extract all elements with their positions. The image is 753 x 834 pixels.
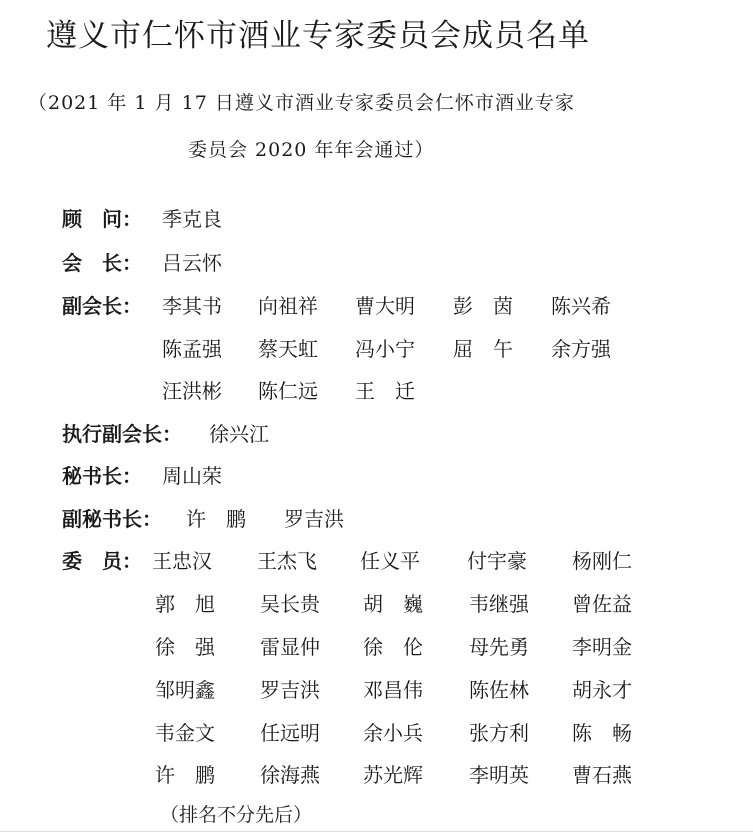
advisor-label: 顾 问： [62,207,142,231]
vice-president-row-2 [62,334,682,364]
vice-president-name: 余方强 [551,337,611,361]
secretary-general-name: 周山荣 [162,464,222,488]
vice-president-name: 陈兴希 [551,294,611,318]
member-name: 雷显仲 [260,635,320,659]
member-name: 李明英 [469,763,529,787]
member-name: 母先勇 [469,635,529,659]
member-name: 曾佐益 [572,592,632,616]
vice-president-name: 汪洪彬 [162,379,222,403]
president-name: 吕云怀 [162,251,222,275]
member-row-6 [62,760,662,790]
member-name: 陈佐林 [469,678,529,702]
member-row-2 [62,589,662,619]
secretary-general-row [62,461,662,491]
member-name: 郭 旭 [155,592,215,616]
vice-president-name: 冯小宁 [355,337,415,361]
deputy-secretary-general-name: 许 鹏 [186,507,246,531]
deputy-secretary-general-label: 副秘书长： [62,507,162,531]
member-name: 邓昌伟 [363,678,423,702]
member-name: 付宇豪 [467,549,527,573]
member-name: 罗吉洪 [260,678,320,702]
vice-president-name: 王 迁 [355,379,415,403]
member-name: 余小兵 [363,721,423,745]
page-title: 遵义市仁怀市酒业专家委员会成员名单 [46,18,590,54]
member-name: 任义平 [360,549,420,573]
vice-president-name: 向祖祥 [258,294,318,318]
member-name: 陈 畅 [572,721,632,745]
member-name: 吴长贵 [260,592,320,616]
vice-president-name: 曹大明 [355,294,415,318]
member-name: 胡 巍 [363,592,423,616]
executive-vp-row [62,419,662,449]
adoption-note-line-1: （2021 年 1 月 17 日遵义市酒业专家委员会仁怀市酒业专家 [28,92,575,114]
member-name: 曹石燕 [572,763,632,787]
member-name: 许 鹏 [155,763,215,787]
page-bottom-divider [0,831,753,832]
deputy-secretary-general-name: 罗吉洪 [284,507,344,531]
president-label: 会 长： [62,251,142,275]
member-name: 徐 强 [155,635,215,659]
deputy-secretary-general-row [62,504,662,534]
member-row-5 [62,718,662,748]
members-label: 委 员： [62,549,142,573]
vice-president-label: 副会长： [62,294,142,318]
advisor-row [62,204,662,234]
member-name: 韦金文 [155,721,215,745]
member-row-3 [62,632,662,662]
member-name: 任远明 [260,721,320,745]
secretary-general-label: 秘书长： [62,464,142,488]
member-name: 韦继强 [469,592,529,616]
vice-president-name: 陈仁远 [258,379,318,403]
member-name: 邹明鑫 [155,678,215,702]
member-name: 徐 伦 [363,635,423,659]
member-name: 苏光辉 [363,763,423,787]
vice-president-name: 屈 午 [453,337,513,361]
member-row-1 [62,546,662,576]
member-name: 张方利 [469,721,529,745]
member-name: 王忠汉 [152,549,212,573]
vice-president-name: 彭 茵 [453,294,513,318]
vice-president-name: 李其书 [162,294,222,318]
member-name: 胡永才 [572,678,632,702]
member-row-4 [62,675,662,705]
ranking-note: （排名不分先后） [160,804,313,826]
vice-president-name: 陈孟强 [162,337,222,361]
president-row [62,248,662,278]
executive-vp-name: 徐兴江 [209,422,269,446]
member-name: 王杰飞 [257,549,317,573]
adoption-note-line-2: 委员会 2020 年年会通过） [188,139,435,161]
member-name: 李明金 [572,635,632,659]
advisor-name: 季克良 [162,207,222,231]
member-name: 杨刚仁 [572,549,632,573]
member-name: 徐海燕 [260,763,320,787]
vice-president-row-1 [62,291,682,321]
executive-vp-label: 执行副会长： [62,422,182,446]
vice-president-row-3 [62,376,682,406]
vice-president-name: 蔡天虹 [258,337,318,361]
